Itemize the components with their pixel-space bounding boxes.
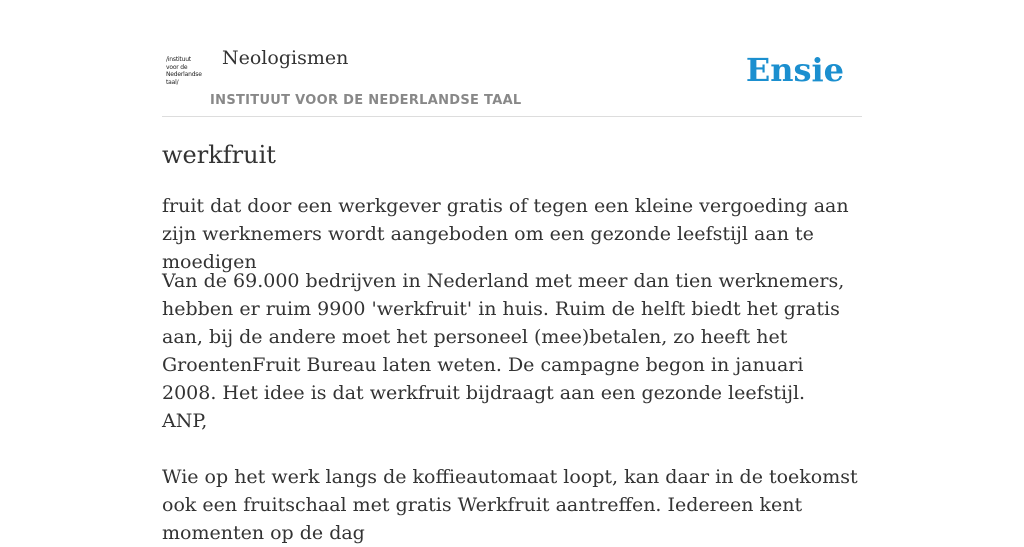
quote-section — [162, 267, 862, 547]
quote-text: Van de 69.000 bedrijven in Nederland met meer dan tien werknemers, hebben er ruim 9900 'werkfruit' in huis. Ruim de helft biedt het gratis aan, bij de andere moet het personeel (mee)betalen, zo heeft het GroentenFruit Bureau laten weten. De campagne begon in januari 2008. Het idee is dat werkfruit bijdraagt aan een gezonde leefstijl. — [162, 270, 845, 404]
institute-logo[interactable]: /instituut voor de Nederlandse taal/ — [166, 56, 202, 86]
source-title[interactable]: Neologismen — [222, 47, 349, 69]
term-title: werkfruit — [162, 141, 276, 169]
definition-text: fruit dat door een werkgever gratis of tegen een kleine vergoeding aan zijn werknemers wordt aangeboden om een gezonde leefstijl aan te moedigen — [162, 195, 849, 273]
ensie-logo[interactable]: Ensie — [745, 51, 844, 89]
quote-text-2: Wie op het werk langs de koffieautomaat loopt, kan daar in de toekomst ook een fruitschaal met gratis Werkfruit aantreffen. Iedereen kent momenten op de dag — [162, 466, 858, 544]
quote-spacer — [162, 435, 862, 463]
organization-name: INSTITUUT VOOR DE NEDERLANDSE TAAL — [210, 93, 522, 108]
header — [162, 0, 862, 117]
page — [162, 0, 862, 544]
quote-source: ANP, — [162, 410, 208, 432]
